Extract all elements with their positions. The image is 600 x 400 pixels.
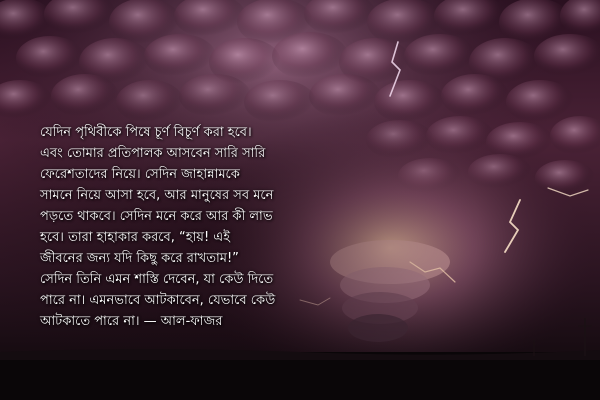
quote-text — [40, 122, 360, 332]
quote-line: পারে না। এমনভাবে আটকাবেন, যেভাবে কেউ — [40, 293, 276, 308]
quote-line: পড়তে থাকবে। সেদিন মনে করে আর কী লাভ — [40, 209, 273, 224]
quote-line: এবং তোমার প্রতিপালক আসবেন সারি সারি — [40, 146, 266, 161]
quote-line: যেদিন পৃথিবীকে পিষে চূর্ণ বিচূর্ণ করা হবে। — [40, 125, 252, 140]
quote-line: ফেরেশতাদের নিয়ে। সেদিন জাহান্নামকে — [40, 167, 240, 182]
quote-line: জীবনের জন্য যদি কিছু করে রাখতাম!” — [40, 251, 239, 266]
quote-line: সেদিন তিনি এমন শাস্তি দেবেন, যা কেউ দিতে — [40, 272, 274, 287]
quote-line: সামনে নিয়ে আসা হবে, আর মানুষের সব মনে — [40, 188, 274, 203]
quote-line: হবে। তারা হাহাকার করবে, “হায়! এই — [40, 230, 230, 245]
quote-line: আটকাতে পারে না। — আল-ফাজর — [40, 314, 223, 329]
